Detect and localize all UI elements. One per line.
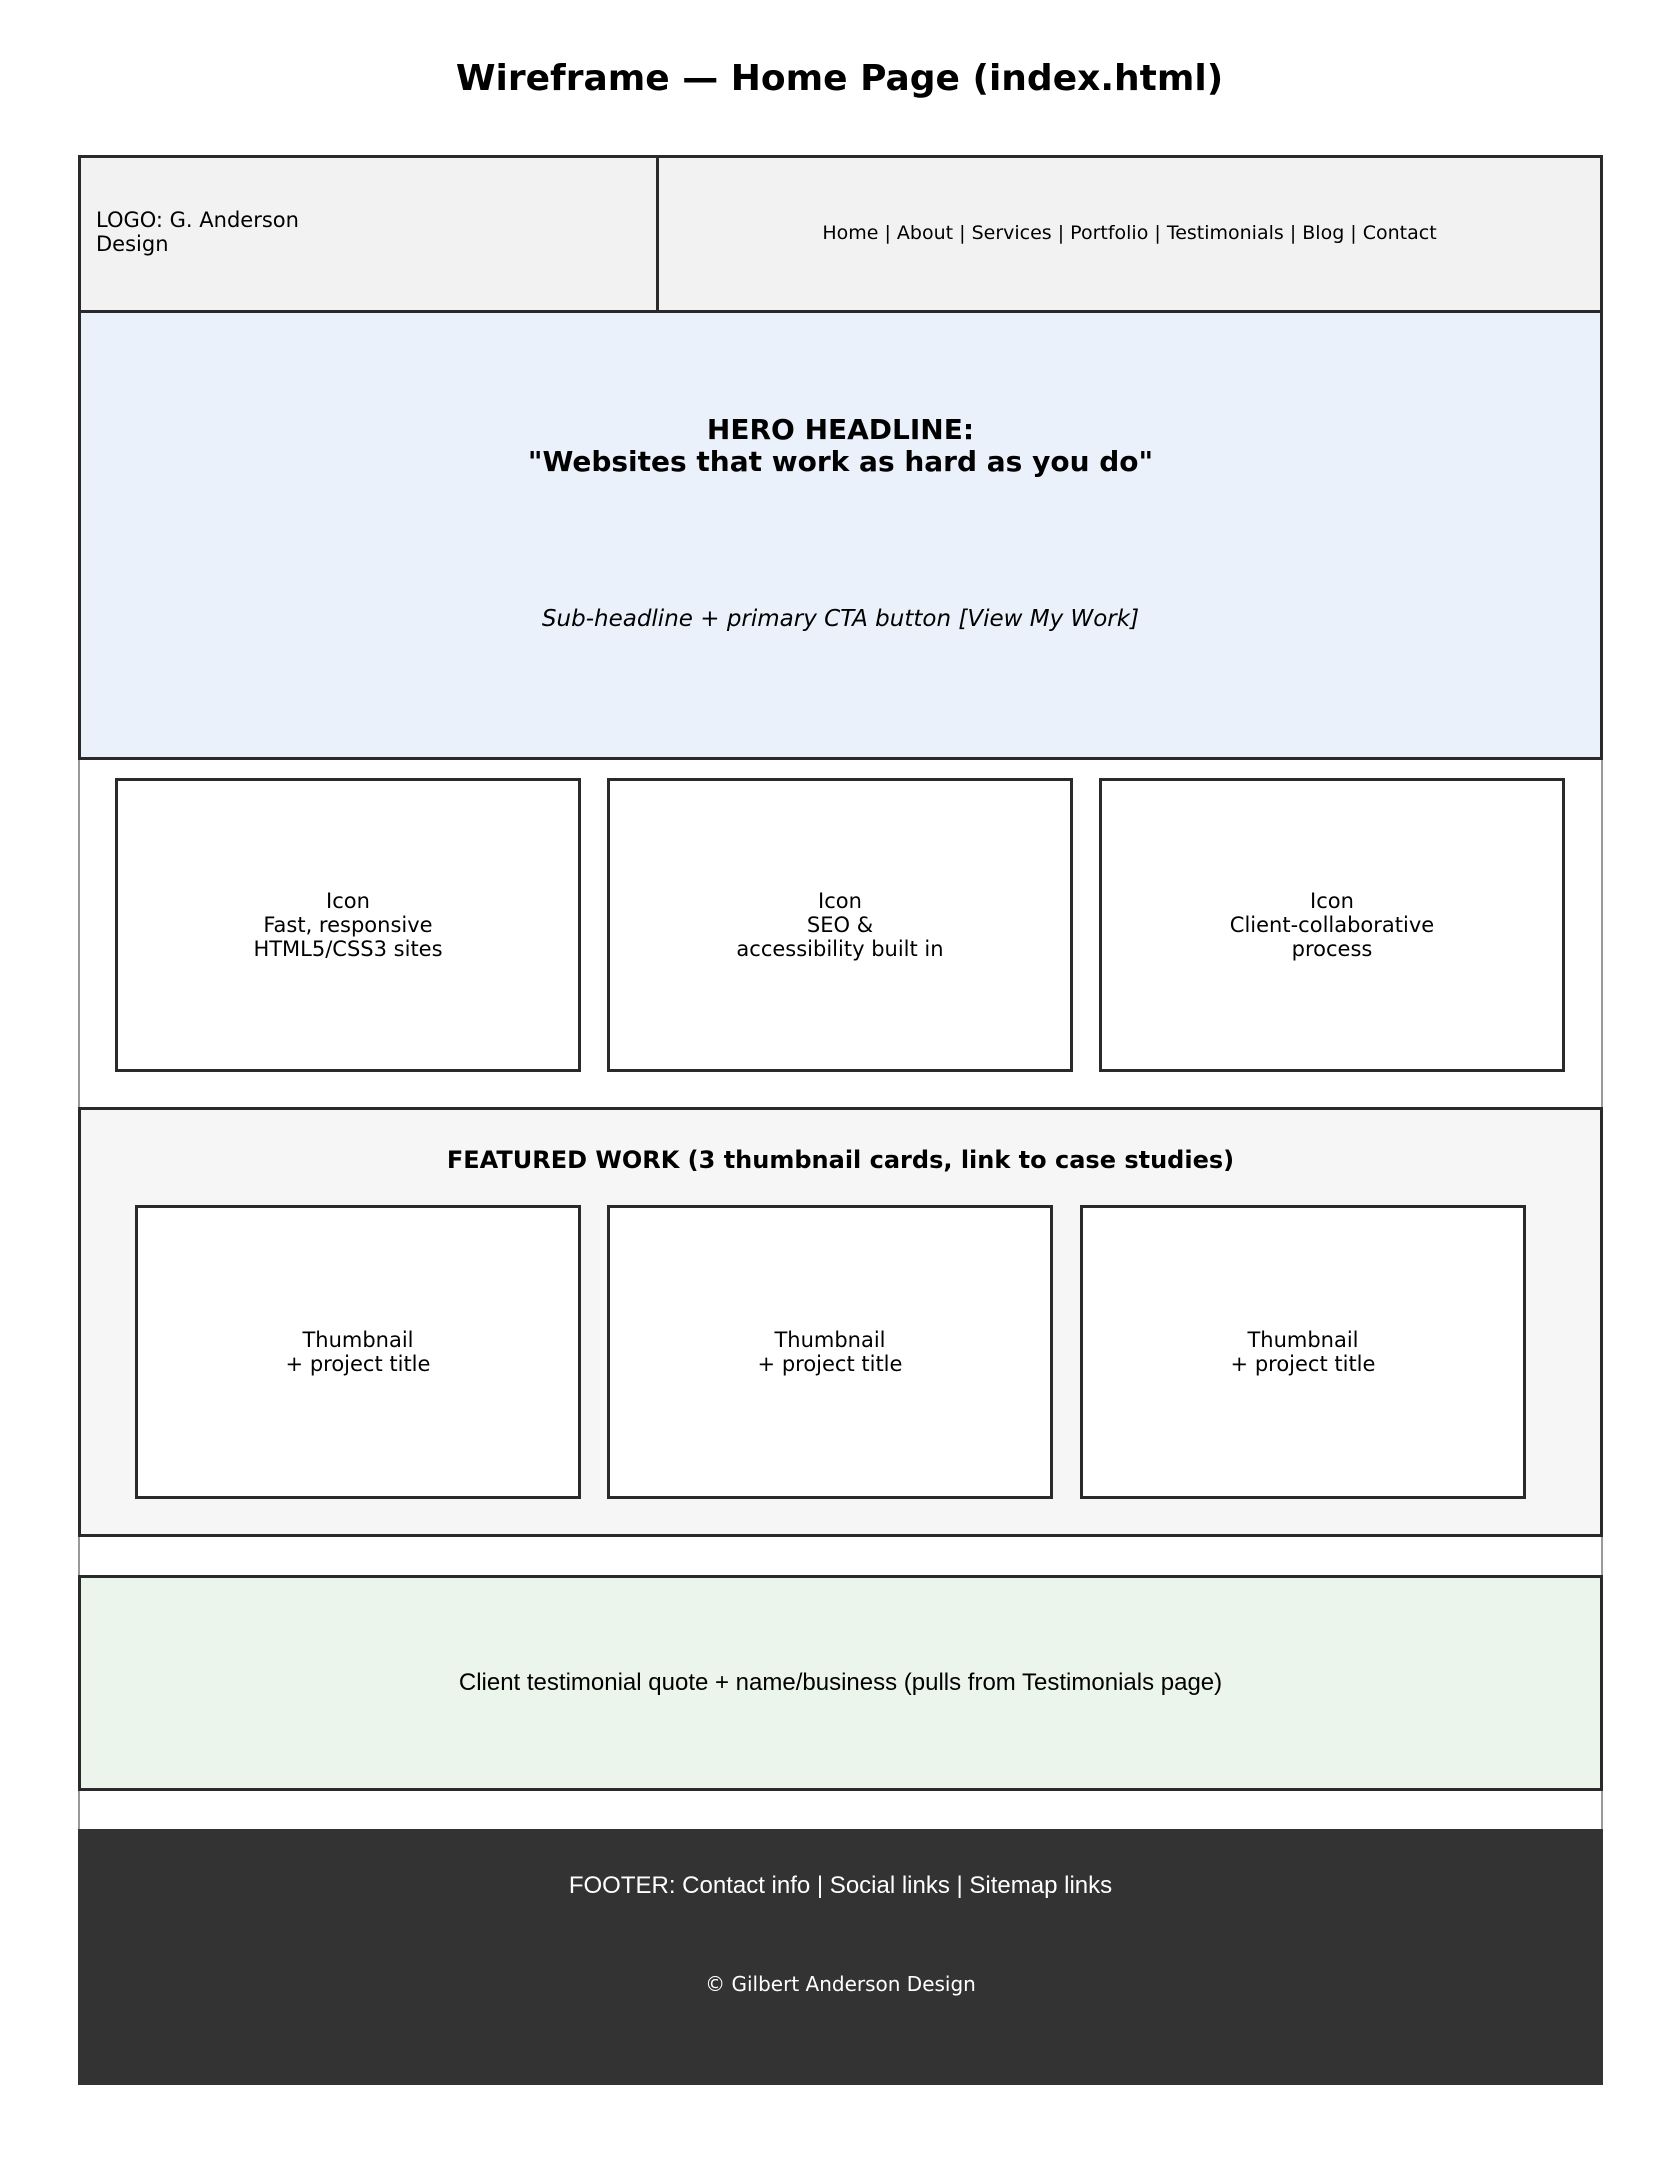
feature-card: Icon SEO & accessibility built in: [607, 778, 1073, 1072]
hero-section: [78, 310, 1603, 760]
page-title: Wireframe — Home Page (index.html): [455, 58, 1224, 99]
logo-placeholder: LOGO: G. Anderson Design: [96, 208, 299, 256]
featured-work-title: FEATURED WORK (3 thumbnail cards, link to case studies): [446, 1146, 1235, 1174]
work-thumbnail-card: Thumbnail + project title: [135, 1205, 581, 1499]
work-thumbnail-card: Thumbnail + project title: [1080, 1205, 1526, 1499]
feature-card: Icon Client-collaborative process: [1099, 778, 1565, 1072]
footer-links-text: FOOTER: Contact info | Social links | Sitemap links: [568, 1872, 1113, 1899]
testimonial-section: [78, 1575, 1603, 1791]
work-thumbnail-card: Thumbnail + project title: [607, 1205, 1053, 1499]
feature-card: Icon Fast, responsive HTML5/CSS3 sites: [115, 778, 581, 1072]
footer: [78, 1829, 1603, 2085]
hero-subheadline: Sub-headline + primary CTA button [View My Work]: [541, 606, 1140, 632]
main-nav: Home | About | Services | Portfolio | Testimonials | Blog | Contact: [822, 222, 1437, 244]
hero-headline: HERO HEADLINE: "Websites that work as hard as you do": [527, 413, 1154, 478]
testimonial-text: Client testimonial quote + name/business (pulls from Testimonials page): [458, 1669, 1223, 1696]
footer-copyright: © Gilbert Anderson Design: [705, 1972, 976, 1996]
